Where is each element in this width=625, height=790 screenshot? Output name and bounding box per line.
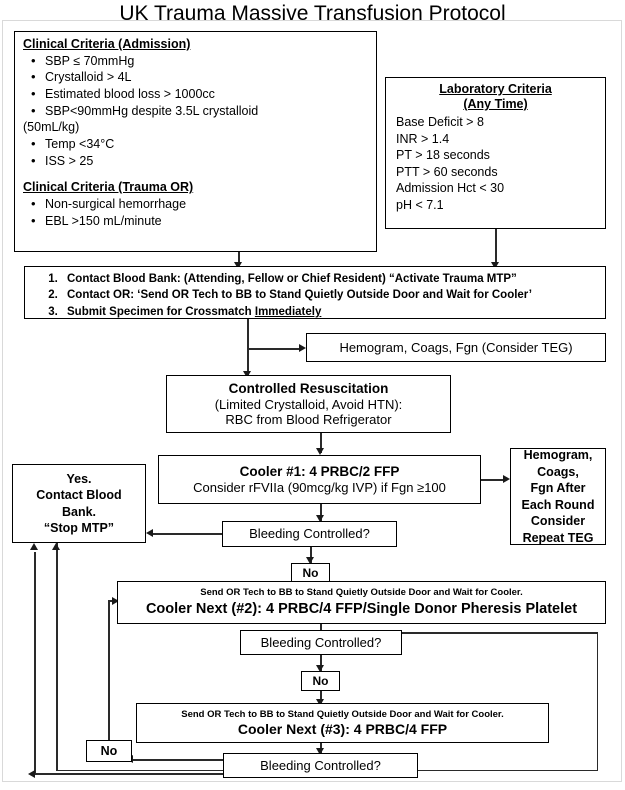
initial-labs-box: [306, 333, 606, 362]
connector-lab-to-actions: [495, 229, 497, 264]
repeat-labs-line: Fgn After: [530, 481, 586, 495]
connector-decision1-yes: [153, 533, 222, 535]
list-item: • Non-surgical hemorrhage: [23, 196, 369, 213]
lab-item: Admission Hct < 30: [396, 181, 505, 195]
repeat-labs-line: Coags,: [537, 464, 579, 479]
initial-labs-label: Hemogram, Coags, Fgn (Consider TEG): [339, 339, 573, 355]
connector-decision3-yes-left: [34, 773, 223, 775]
repeat-labs-line: Repeat TEG: [522, 530, 594, 545]
cooler-3-instruction: Send OR Tech to BB to Stand Quietly Outside Door and Wait for Cooler.: [181, 708, 504, 720]
decision-label: Bleeding Controlled?: [260, 757, 381, 773]
list-item: • ISS > 25: [23, 153, 369, 170]
cooler-3-title: Cooler Next (#3): 4 PRBC/4 FFP: [237, 720, 448, 737]
stop-mtp-line: “Stop MTP”: [43, 520, 115, 535]
laboratory-criteria-box: [385, 77, 606, 229]
lab-item: Base Deficit > 8: [396, 115, 484, 129]
cooler-3-box: [136, 703, 549, 743]
resuscitation-line3: RBC from Blood Refrigerator: [225, 411, 392, 427]
connector-decision3-to-no3: [132, 759, 223, 761]
connector-decision2-yes-down: [597, 632, 599, 771]
activation-steps-list: [25, 271, 605, 320]
lab-item: PT > 18 seconds: [396, 148, 490, 162]
cooler-1-detail: Consider rFVIIa (90mcg/kg IVP) if Fgn ≥100: [193, 479, 446, 495]
lab-item: INR > 1.4: [396, 131, 450, 146]
no-label: No: [312, 673, 329, 688]
lab-header-line2: (Any Time): [463, 97, 528, 111]
stop-mtp-line: Yes.: [66, 472, 92, 486]
clinical-or-header: Clinical Criteria (Trauma OR): [23, 180, 194, 195]
stop-mtp-box: [12, 464, 146, 543]
decision-label: Bleeding Controlled?: [249, 526, 370, 542]
lab-criteria-list: [386, 114, 605, 213]
controlled-resuscitation-box: [166, 375, 451, 433]
repeat-labs-box: [510, 448, 606, 545]
connector-decision2-yes-up: [56, 543, 58, 770]
arrowhead-up-icon: [52, 543, 60, 550]
lab-header-line1: Laboratory Criteria: [439, 82, 552, 96]
connector-decision3-yes-up: [34, 552, 36, 774]
arrowhead-down-icon: [316, 448, 324, 455]
connector-actions-to-labs: [247, 348, 301, 350]
clinical-admission-header: Clinical Criteria (Admission): [23, 37, 191, 51]
decision-bleeding-controlled-3: [223, 753, 418, 778]
arrowhead-right-icon: [299, 344, 306, 352]
decision-bleeding-controlled-2: [240, 630, 402, 655]
stop-mtp-line: Bank.: [61, 504, 97, 519]
cooler-1-box: [158, 455, 481, 504]
no-label-box-2: [301, 671, 340, 691]
list-item: • Temp <34°C: [23, 136, 369, 153]
no-label-box-3: [86, 740, 132, 762]
list-item: [61, 304, 601, 320]
lab-item: pH < 7.1: [396, 197, 444, 212]
resuscitation-title: Controlled Resuscitation: [228, 380, 389, 396]
spacer: [23, 169, 369, 180]
step3-emphasis: Immediately: [254, 305, 322, 318]
step3-text: Submit Specimen for Crossmatch: [67, 305, 255, 318]
lab-item: PTT > 60 seconds: [396, 164, 498, 179]
repeat-labs-line: Each Round: [521, 497, 595, 512]
list-item: • Crystalloid > 4L: [23, 69, 369, 86]
clinical-or-list: [23, 196, 369, 229]
list-item: 2. Contact OR: ‘Send OR Tech to BB to Stand Quietly Outside Door and Wait for Cooler’: [61, 287, 601, 303]
clinical-admission-list: [23, 53, 369, 169]
resuscitation-line2: (Limited Crystalloid, Avoid HTN):: [214, 396, 403, 412]
no-label-box-1: [291, 563, 330, 583]
list-item: • SBP<90mmHg despite 3.5L crystalloid: [23, 103, 369, 120]
no-label: No: [302, 565, 319, 580]
repeat-labs-line: Consider: [530, 514, 586, 528]
list-item-continuation: (50mL/kg): [23, 120, 80, 135]
clinical-criteria-box: [14, 31, 377, 252]
arrowhead-right-icon: [503, 475, 510, 483]
list-item: 1. Contact Blood Bank: (Attending, Fellow or Chief Resident) “Activate Trauma MTP”: [61, 271, 601, 287]
list-item: • Estimated blood loss > 1000cc: [23, 86, 369, 103]
connector-no3-loop-up: [108, 600, 110, 740]
cooler-1-title: Cooler #1: 4 PRBC/2 FFP: [239, 463, 400, 479]
stop-mtp-line: Contact Blood: [36, 488, 122, 503]
decision-bleeding-controlled-1: [222, 521, 397, 547]
cooler-2-box: [117, 581, 606, 624]
arrowhead-up-icon: [30, 543, 38, 550]
cooler-2-instruction: Send OR Tech to BB to Stand Quietly Outside Door and Wait for Cooler.: [200, 587, 523, 599]
arrowhead-left-icon: [28, 770, 35, 778]
activation-actions-box: [24, 266, 606, 319]
connector-decision2-yes-right: [402, 632, 598, 634]
repeat-labs-line: Hemogram,: [523, 448, 593, 462]
list-item: • SBP ≤ 70mmHg: [23, 53, 369, 70]
decision-label: Bleeding Controlled?: [260, 634, 382, 650]
page-title: UK Trauma Massive Transfusion Protocol: [119, 2, 506, 25]
connector-cooler1-to-repeat-labs: [481, 479, 505, 481]
list-item: • EBL >150 mL/minute: [23, 213, 369, 230]
arrowhead-left-icon: [146, 529, 153, 537]
no-label: No: [100, 743, 118, 758]
cooler-2-title: Cooler Next (#2): 4 PRBC/4 FFP/Single Donor Pheresis Platelet: [145, 600, 578, 617]
